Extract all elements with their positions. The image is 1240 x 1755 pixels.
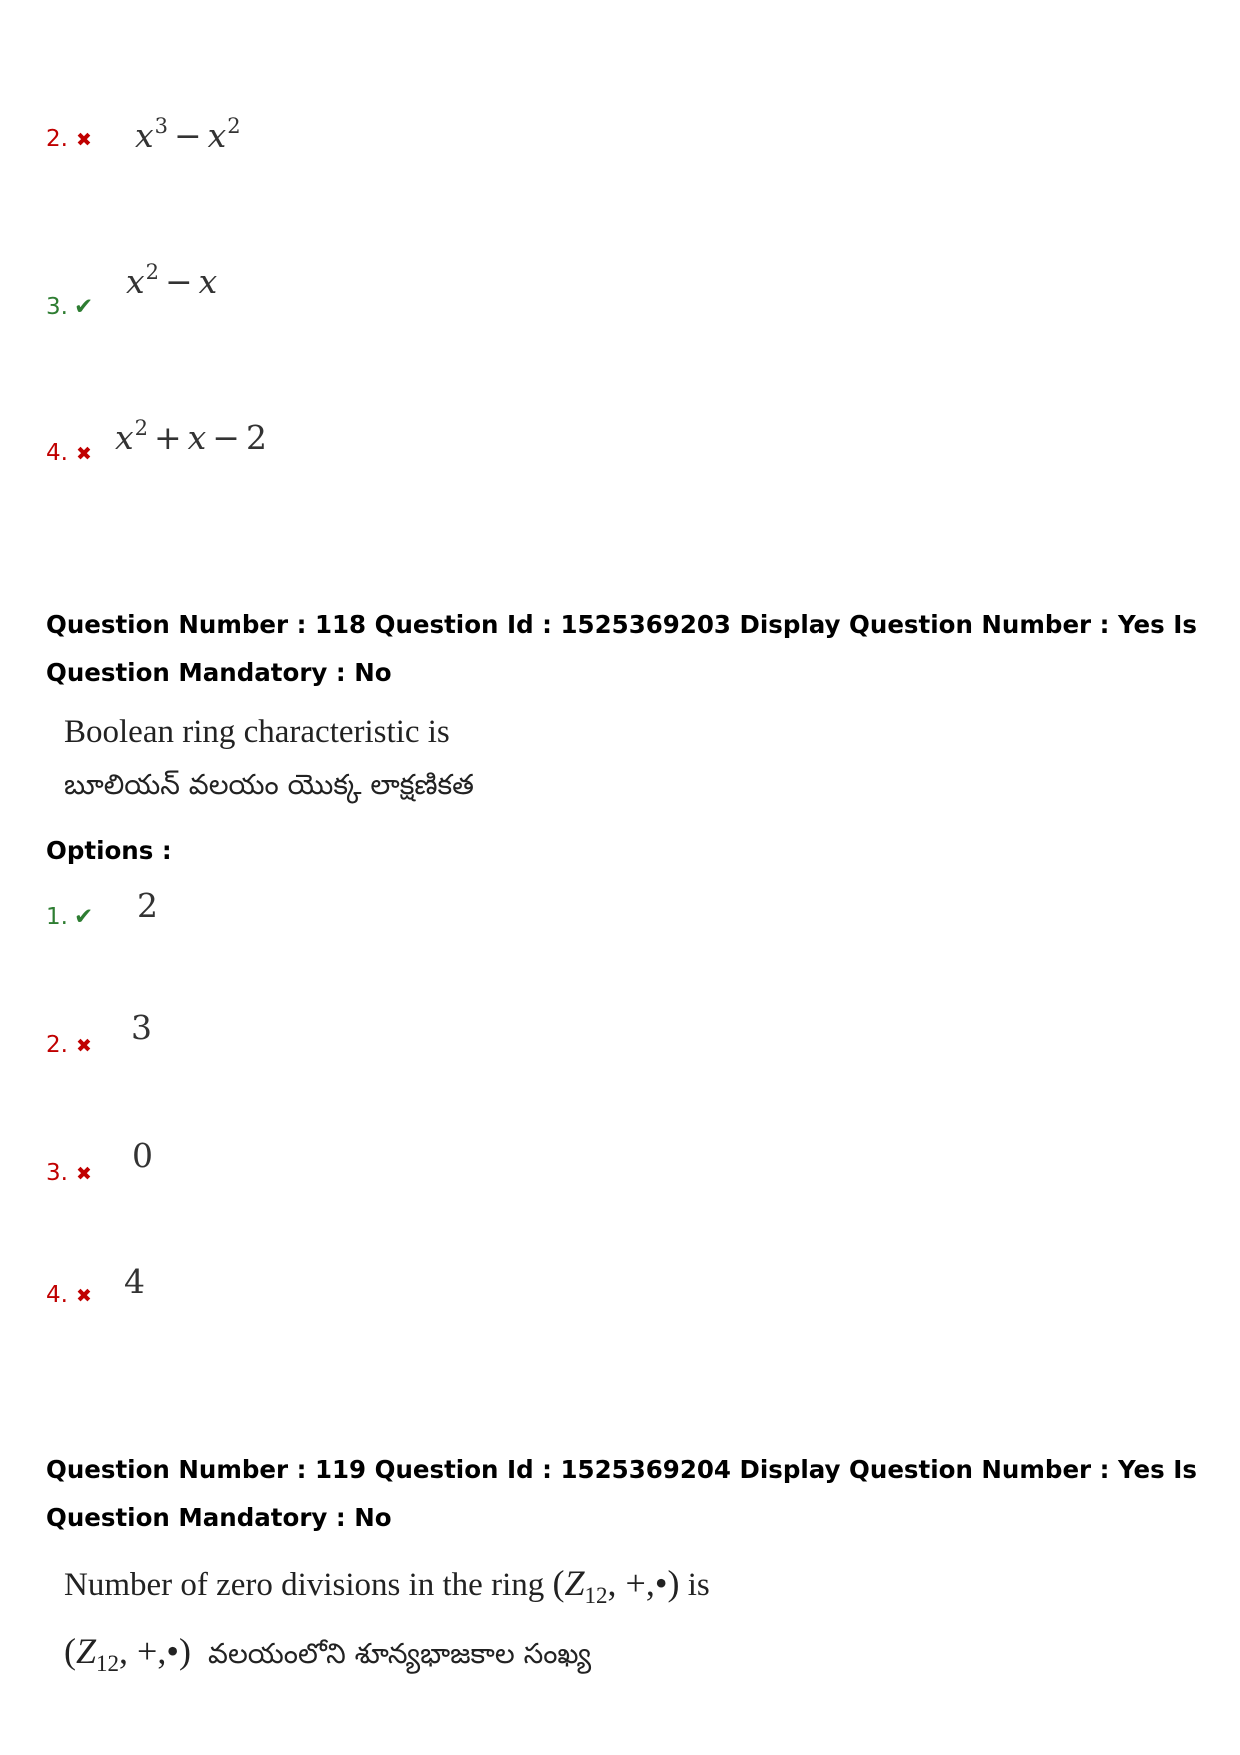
option-number: 4. [46,1282,68,1308]
wrong-mark-icon: ✖ [75,1285,92,1307]
ring-notation: ($Z_{12}$, +,•) [64,1631,191,1676]
option-value: 0 [132,1136,153,1175]
math-const: 2 [245,418,267,457]
wrong-mark-icon: ✖ [75,443,92,465]
option-number: 1. [46,904,68,930]
question-text-english [64,1562,710,1609]
math-operator: − [165,262,193,301]
question-text-telugu: బూలియన్ వలయం యొక్క లాక్షణికత [64,768,474,801]
option-number: 2. [46,1032,68,1058]
option-value: 2 [137,886,158,925]
question-text-english: Boolean ring characteristic is [64,714,450,750]
check-mark-icon: ✔ [73,294,94,320]
option-number: 4. [46,440,68,466]
question-text-post: is [687,1567,710,1603]
check-mark-icon: ✔ [73,904,94,930]
wrong-mark-icon: ✖ [75,1035,92,1057]
option-row [46,1282,92,1308]
math-exponent: 2 [145,260,159,284]
question-text-telugu: వలయంలోని శూన్యభాజకాల సంఖ్య [208,1637,592,1670]
option-row [46,1032,92,1058]
math-operator: + [154,418,182,457]
wrong-mark-icon: ✖ [75,1163,92,1185]
question-header: Question Number : 119 Question Id : 1525369204 Display Question Number : Yes Is Question Mandatory : No [46,1455,1197,1532]
option-value: 3 [131,1008,152,1047]
math-operator: − [174,116,202,155]
option-number: 2. [46,126,68,152]
question-header: Question Number : 118 Question Id : 1525369203 Display Question Number : Yes Is Question Mandatory : No [46,610,1197,687]
question-text-telugu-line [64,1630,591,1677]
math-var: x [198,262,218,301]
option-row [46,126,92,152]
option-expression [126,262,217,301]
math-exponent: 2 [134,416,148,440]
math-exponent: 2 [227,114,241,138]
math-var: x [135,116,154,155]
math-var: x [187,418,207,457]
option-expression [135,116,241,155]
option-value: 4 [124,1262,145,1301]
math-var: x [115,418,134,457]
option-expression [115,418,267,457]
math-var: x [126,262,145,301]
math-operator: − [212,418,240,457]
option-number: 3. [46,1160,68,1186]
option-number: 3. [46,294,68,320]
option-row [46,440,92,466]
option-row [46,294,93,320]
question-text-pre: Number of zero divisions in the ring [64,1567,545,1603]
math-var: x [207,116,227,155]
options-label: Options : [46,836,172,865]
option-row [46,1160,92,1186]
math-exponent: 3 [154,114,168,138]
option-row [46,904,93,930]
wrong-mark-icon: ✖ [75,129,92,151]
ring-notation: ($Z_{12}$, +,•) [552,1563,680,1608]
